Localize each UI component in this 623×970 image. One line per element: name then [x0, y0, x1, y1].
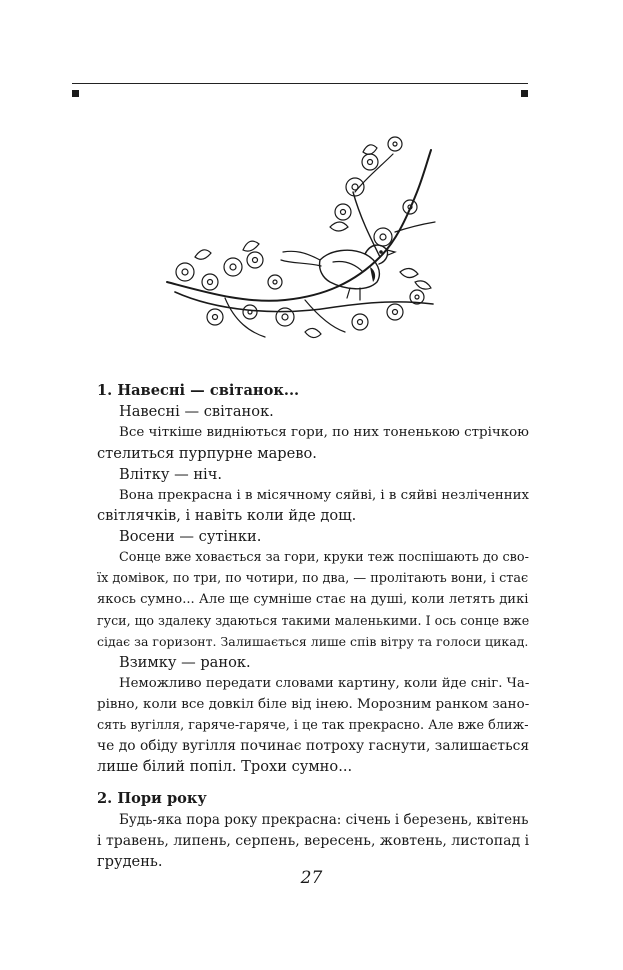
- header-right-marker: [521, 90, 528, 97]
- text-line: якось сумно... Але ще сумніше стає на душі, коли летять дикі: [97, 592, 529, 608]
- text-line: Неможливо передати словами картину, коли йде сніг. Ча-: [119, 675, 530, 691]
- text-line: їх домівок, по три, по чотири, по два, — пролітають вони, і стає: [97, 571, 529, 587]
- text-line: рівно, коли все довкіл біле від інею. Морозним ранком зано-: [97, 696, 530, 712]
- text-line: Влітку — ніч.: [119, 465, 222, 483]
- text-line: Навесні — світанок.: [119, 402, 274, 420]
- page-number: 27: [300, 868, 323, 888]
- text-line: грудень.: [97, 852, 163, 870]
- text-line: Сонце вже ховається за гори, круки теж поспішають до сво-: [119, 550, 529, 566]
- text-line: світлячків, і навіть коли йде дощ.: [97, 507, 357, 525]
- text-line: сять вугілля, гаряче-гаряче, і це так прекрасно. Але вже ближ-: [97, 717, 529, 733]
- page-body: [97, 381, 529, 873]
- section-heading-1: 1. Навесні — світанок...: [97, 382, 300, 399]
- text-line: Вона прекрасна і в місячному сяйві, і в сяйві незліченних: [119, 487, 530, 503]
- text-line: сідає за горизонт. Залишається лише спів вітру та голоси цикад.: [97, 633, 529, 649]
- header-rule: [72, 83, 528, 84]
- text-line: Взимку — ранок.: [119, 653, 251, 671]
- text-line: Будь-яка пора року прекрасна: січень і березень, квітень: [119, 812, 529, 829]
- text-line: і травень, липень, серпень, вересень, жовтень, листопад і: [97, 833, 530, 850]
- text-line: Восени — сутінки.: [119, 528, 262, 546]
- header-left-marker: [72, 90, 79, 97]
- text-line: Все чіткіше видніються гори, по них тоненькою стрічкою: [119, 424, 529, 440]
- text-line: стелиться пурпурне марево.: [97, 444, 317, 462]
- text-line: лише білий попіл. Трохи сумно...: [97, 758, 353, 776]
- text-line: че до обіду вугілля починає потроху гаснути, залишається: [97, 738, 530, 755]
- text-line: гуси, що здалеку здаються такими маленькими. І ось сонце вже: [97, 612, 530, 628]
- section-heading-2: 2. Пори року: [97, 790, 207, 808]
- blossom-branch-bird-illustration: [155, 132, 440, 352]
